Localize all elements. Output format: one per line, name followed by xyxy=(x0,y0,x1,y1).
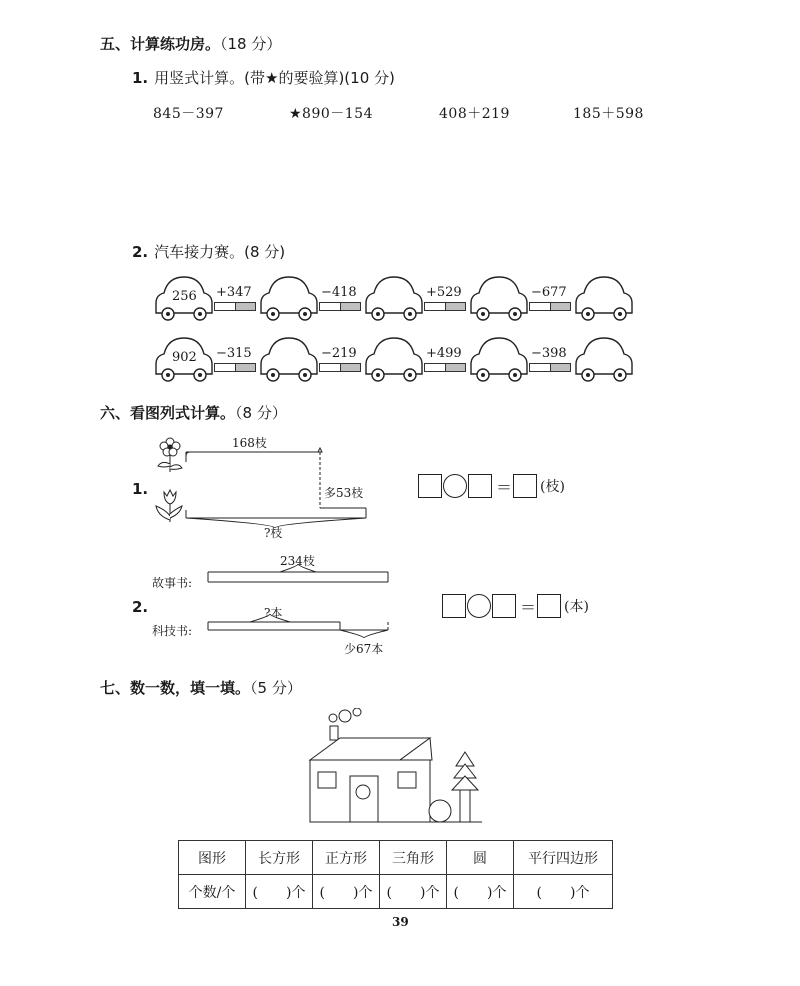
problem-4: 185＋598 xyxy=(573,106,644,122)
answer-box[interactable] xyxy=(418,474,442,498)
op-label: −398 xyxy=(531,346,567,361)
unit-label: (枝) xyxy=(540,479,565,495)
car-relay-row-2 xyxy=(150,332,640,387)
op-label: −677 xyxy=(531,285,567,300)
op-label: −315 xyxy=(216,346,252,361)
flower-icon xyxy=(158,438,182,472)
problem-3: 408＋219 xyxy=(439,106,510,122)
count-cell[interactable]: ( )个 xyxy=(313,875,380,909)
label-total: ?枝 xyxy=(264,526,283,540)
row2-label: 科技书: xyxy=(152,624,193,638)
table-header: 正方形 xyxy=(313,841,380,875)
op-label: +347 xyxy=(216,285,252,300)
section6-title: 六、看图列式计算。（8 分） xyxy=(100,404,287,422)
car-relay-row-1 xyxy=(150,271,640,326)
answer-bar[interactable] xyxy=(319,302,361,311)
answer-bar[interactable] xyxy=(529,302,571,311)
answer-bar[interactable] xyxy=(424,302,466,311)
answer-box[interactable] xyxy=(492,594,516,618)
q5-1-title: 1. 用竖式计算。(带★的要验算)(10 分) xyxy=(132,69,395,87)
section5-title: 五、计算练功房。（18 分） xyxy=(100,35,282,53)
q6-2-equation: ＝ (本) xyxy=(442,594,590,618)
op-label: +499 xyxy=(426,346,462,361)
answer-bar[interactable] xyxy=(529,363,571,372)
op-label: −418 xyxy=(321,285,357,300)
q6-2-diagram xyxy=(130,552,400,662)
count-cell[interactable]: ( )个 xyxy=(246,875,313,909)
problem-1: 845－397 xyxy=(153,106,224,122)
label-168: 168枝 xyxy=(232,436,267,450)
operator-circle[interactable] xyxy=(443,474,467,498)
label-234: 234枝 xyxy=(280,554,315,568)
count-cell[interactable]: ( )个 xyxy=(514,875,613,909)
section7-title: 七、数一数，填一填。（5 分） xyxy=(100,679,302,697)
answer-box[interactable] xyxy=(468,474,492,498)
label-unknown: ?本 xyxy=(264,606,283,620)
answer-box[interactable] xyxy=(513,474,537,498)
operator-circle[interactable] xyxy=(467,594,491,618)
table-header: 平行四边形 xyxy=(514,841,613,875)
table-header: 图形 xyxy=(179,841,246,875)
op-label: −219 xyxy=(321,346,357,361)
problem-2-verify: ★890－154 xyxy=(289,106,373,122)
answer-bar[interactable] xyxy=(319,363,361,372)
q5-2-title: 2. 汽车接力赛。(8 分) xyxy=(132,243,286,261)
label-more: 多53枝 xyxy=(324,486,364,500)
q6-2-number: 2. xyxy=(132,598,149,616)
answer-box[interactable] xyxy=(537,594,561,618)
q6-1-number: 1. xyxy=(132,480,149,498)
answer-bar[interactable] xyxy=(214,302,256,311)
unit-label: (本) xyxy=(564,599,589,615)
count-cell[interactable]: ( )个 xyxy=(380,875,447,909)
table-header: 长方形 xyxy=(246,841,313,875)
shape-count-table xyxy=(178,840,613,909)
op-label: +529 xyxy=(426,285,462,300)
start-number: 902 xyxy=(172,350,197,365)
q6-1-diagram xyxy=(130,430,390,540)
house-picture xyxy=(300,708,500,828)
answer-bar[interactable] xyxy=(214,363,256,372)
answer-box[interactable] xyxy=(442,594,466,618)
row1-label: 故事书: xyxy=(152,576,193,590)
page-number: 39 xyxy=(392,915,409,929)
table-header: 三角形 xyxy=(380,841,447,875)
start-number: 256 xyxy=(172,289,197,304)
tulip-icon xyxy=(156,490,182,522)
answer-bar[interactable] xyxy=(424,363,466,372)
table-row xyxy=(179,875,613,909)
q6-1-equation: ＝ (枝) xyxy=(418,474,566,498)
table-header-row xyxy=(179,841,613,875)
label-less: 少67本 xyxy=(344,642,384,656)
count-cell[interactable]: ( )个 xyxy=(447,875,514,909)
table-header: 圆 xyxy=(447,841,514,875)
row-label: 个数/个 xyxy=(179,875,246,909)
